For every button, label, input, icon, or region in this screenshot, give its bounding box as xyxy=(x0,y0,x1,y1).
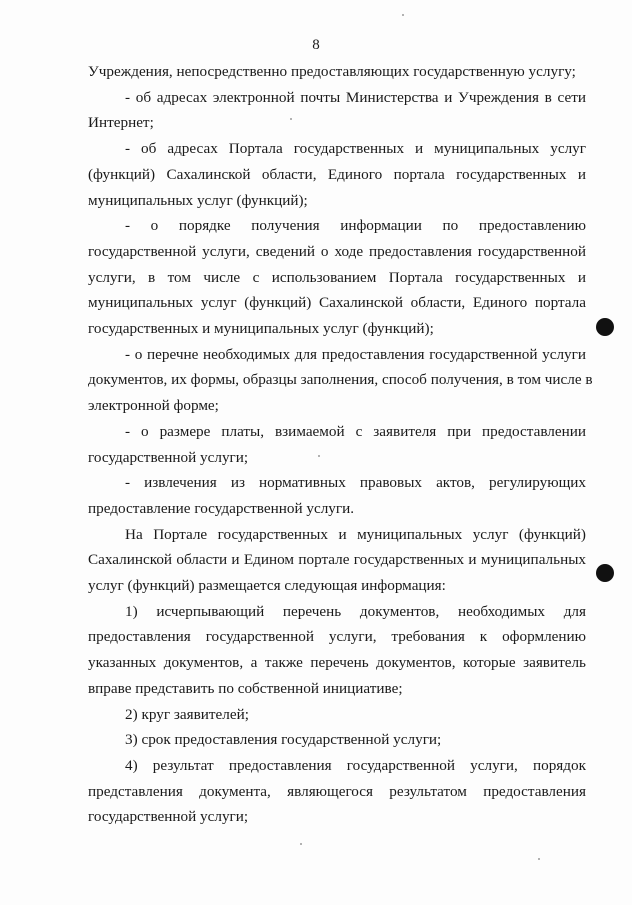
text-line: услуг (функций) размещается следующая информация: xyxy=(88,577,446,595)
text-line: - об адресах электронной почты Министерства и Учреждения в сети xyxy=(125,88,586,106)
text-line: 3) срок предоставления государственной услуги; xyxy=(125,731,442,749)
text-line: указанных документов, а также перечень документов, которые заявитель xyxy=(88,654,586,672)
text-line: - об адресах Портала государственных и муниципальных услуг xyxy=(125,140,586,158)
text-line: На Портале государственных и муниципальных услуг (функций) xyxy=(125,525,586,543)
text-line: - о порядке получения информации по предоставлению xyxy=(125,217,586,235)
punch-hole xyxy=(596,564,614,582)
text-line: представления документа, являющегося результатом предоставления xyxy=(88,782,586,800)
text-line: муниципальных услуг (функций) Сахалинской области, Единого портала xyxy=(88,294,586,312)
scan-speck xyxy=(318,455,320,457)
text-line: (функций) Сахалинской области, Единого портала государственных и xyxy=(88,165,586,183)
text-line: - о размере платы, взимаемой с заявителя при предоставлении xyxy=(125,422,586,440)
text-line: электронной форме; xyxy=(88,397,219,415)
text-line: - извлечения из нормативных правовых актов, регулирующих xyxy=(125,474,586,492)
text-line: предоставления государственной услуги, требования к оформлению xyxy=(88,628,586,646)
scan-speck xyxy=(290,118,292,120)
text-line: государственной услуги; xyxy=(88,448,249,466)
document-body xyxy=(88,59,593,830)
text-line: Интернет; xyxy=(88,114,154,132)
text-line: документов, их формы, образцы заполнения, способ получения, в том числе в xyxy=(88,371,593,389)
text-line: предоставление государственной услуги. xyxy=(88,499,355,517)
text-line: государственной услуги; xyxy=(88,808,249,826)
scan-speck xyxy=(538,858,540,860)
text-line: государственной услуги, сведений о ходе предоставления государственной xyxy=(88,242,586,260)
text-line: 2) круг заявителей; xyxy=(125,705,249,723)
text-line: Учреждения, непосредственно предоставляющих государственную услугу; xyxy=(88,63,576,80)
scan-speck xyxy=(300,843,302,845)
page-number: 8 xyxy=(312,37,320,53)
text-line: 4) результат предоставления государственной услуги, порядок xyxy=(125,756,586,774)
text-line: Сахалинской области и Едином портале государственных и муниципальных xyxy=(88,551,586,569)
punch-hole xyxy=(596,318,614,336)
text-line: 1) исчерпывающий перечень документов, необходимых для xyxy=(125,602,586,620)
scan-speck xyxy=(402,14,404,16)
text-line: муниципальных услуг (функций); xyxy=(88,191,308,209)
text-line: вправе представить по собственной инициативе; xyxy=(88,679,403,697)
text-line: услуги, в том числе с использованием Портала государственных и xyxy=(88,268,586,286)
text-line: государственных и муниципальных услуг (функций); xyxy=(88,320,434,338)
text-line: - о перечне необходимых для предоставления государственной услуги xyxy=(125,345,586,363)
